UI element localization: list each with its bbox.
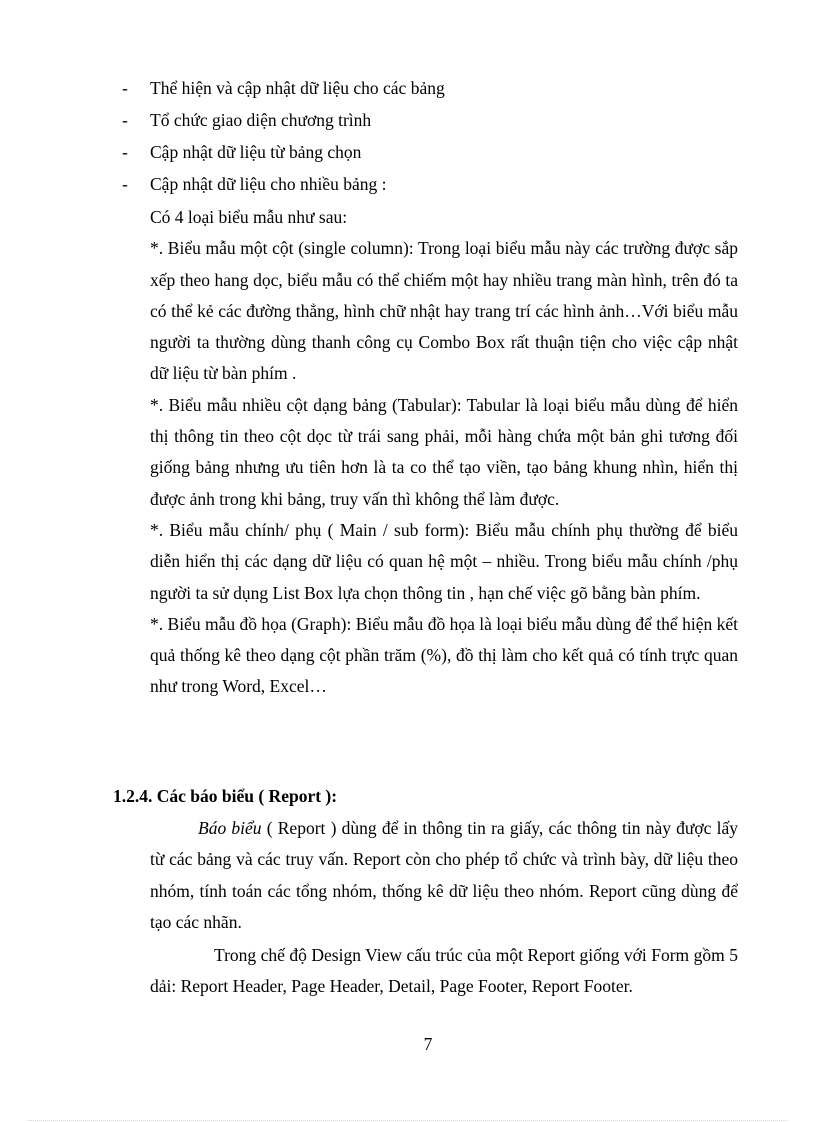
form-types-block (150, 202, 738, 703)
page-bottom-rule (28, 1120, 788, 1121)
report-paragraph-text: ( Report ) dùng để in thông tin ra giấy, các thông tin này được lấy từ các bảng và các truy vấn. Report còn cho phép tổ chức và trình bày, dữ liệu theo nhóm, tính toán các tổng nhóm, thống kê dữ liệu theo nhóm. Report cũng dùng để tạo các nhãn. (150, 818, 738, 932)
form-type-paragraph: *. Biểu mẫu nhiều cột dạng bảng (Tabular): Tabular là loại biểu mẫu dùng để hiển thị thông tin theo cột dọc từ trái sang phải, mỗi hàng chứa một bản ghi tương đối giống bảng nhưng ưu tiên hơn là ta co thể tạo viền, tạo bảng khung nhìn, hiển thị được ảnh trong khi bảng, truy vấn thì không thể làm được. (150, 394, 738, 509)
bullet-marker: - (122, 78, 128, 98)
bullet-item (122, 170, 742, 202)
section-heading: 1.2.4. Các báo biểu ( Report ): (113, 786, 338, 806)
intro-paragraph: Có 4 loại biểu mẫu như sau: (150, 207, 348, 227)
report-term: Báo biểu (198, 818, 262, 838)
bullet-text: Cập nhật dữ liệu cho nhiều bảng : (150, 174, 387, 194)
form-type-paragraph: *. Biểu mẫu đồ họa (Graph): Biểu mẫu đồ họa là loại biểu mẫu dùng để thể hiện kết quả thống kê theo dạng cột phần trăm (%), đồ thị làm cho kết quả có tính trực quan như trong Word, Excel… (150, 613, 738, 697)
form-type-paragraph: *. Biểu mẫu một cột (single column): Trong loại biểu mẫu này các trường được sắp xếp theo hang dọc, biểu mẫu có thể chiếm một hay nhiều trang màn hình, trên đó ta có thể kẻ các đường thẳng, hình chữ nhật hay trang trí các hình ảnh…Với biểu mẫu người ta thường dùng thanh công cụ Combo Box rất thuận tiện cho việc cập nhật dữ liệu từ bàn phím . (150, 238, 738, 384)
report-paragraph: Trong chế độ Design View cấu trúc của một Report giống với Form gồm 5 dải: Report Header, Page Header, Detail, Page Footer, Report Footer. (150, 945, 738, 997)
bullet-marker: - (122, 110, 128, 130)
page-number: 7 (423, 1034, 433, 1054)
bullet-list (122, 74, 742, 202)
report-section-body (150, 813, 738, 1003)
report-paragraph (150, 813, 738, 938)
bullet-text: Thể hiện và cập nhật dữ liệu cho các bảng (150, 78, 445, 98)
bullet-item (122, 138, 742, 170)
bullet-text: Cập nhật dữ liệu từ bảng chọn (150, 142, 362, 162)
bullet-marker: - (122, 174, 128, 194)
bullet-item (122, 74, 742, 106)
bullet-text: Tổ chức giao diện chương trình (150, 110, 372, 130)
bullet-marker: - (122, 142, 128, 162)
bullet-item (122, 106, 742, 138)
form-type-paragraph: *. Biểu mẫu chính/ phụ ( Main / sub form): Biểu mẫu chính phụ thường để biểu diễn hiển thị các dạng dữ liệu có quan hệ một – nhiều. Trong biểu mẫu chính /phụ người ta sử dụng List Box lựa chọn thông tin , hạn chế việc gõ bằng bàn phím. (150, 519, 738, 603)
